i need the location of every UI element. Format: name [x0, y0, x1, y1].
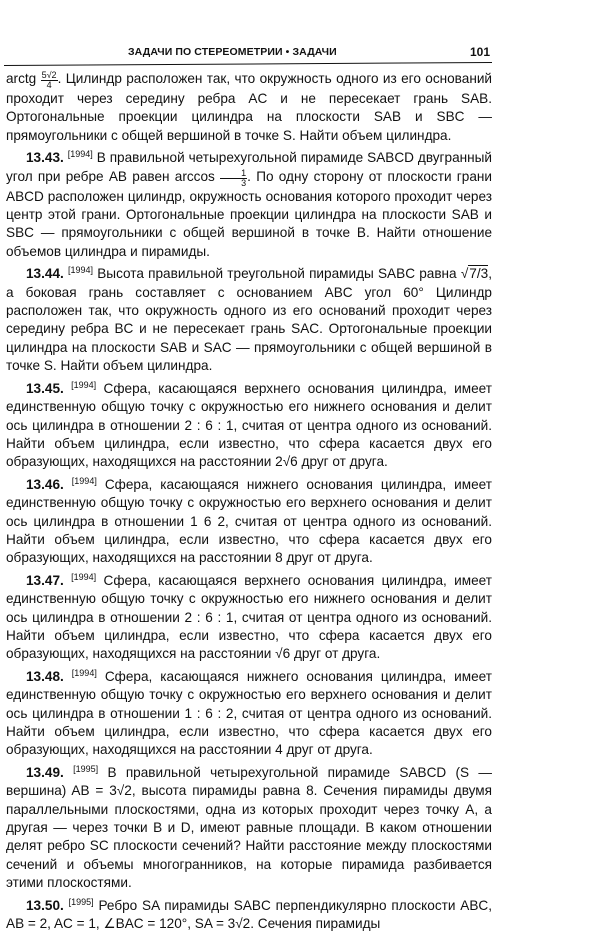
problem-number: 13.49.	[26, 764, 64, 780]
problem-13-43	[6, 145, 492, 261]
problem-year: [1995]	[68, 896, 94, 907]
problem-text: Ребро SA пирамиды SABC перпендикулярно плоскости ABC, AB = 2, AC = 1, ∠BAC = 120°, SA = 3√2. Сечения пирамиды	[6, 897, 492, 932]
problem-number: 13.45.	[26, 380, 64, 396]
running-header	[0, 42, 492, 64]
problem-year: [1994]	[71, 667, 97, 678]
problem-text: Сфера, касающаяся верхнего основания цилиндра, имеет единственную общую точку с окружностью его нижнего основания и делит ось цилиндра в отношении 2 : 6 : 1, считая от центра одного из оснований. Найти объем цилиндра, если известно, что сфера касается двух его образующих, находящихся на расстоянии √6 друг от друга.	[6, 572, 492, 662]
square-root: √7/3	[460, 266, 489, 282]
page-number: 101	[470, 45, 491, 59]
arctg-prefix: arctg	[6, 71, 37, 86]
continuation-paragraph	[6, 70, 492, 145]
problem-number: 13.48.	[26, 668, 64, 684]
problem-number: 13.46.	[26, 476, 64, 492]
problem-13-47	[6, 568, 492, 664]
problem-text: . По одну сторону от плоскости грани ABCD расположен цилиндр, окружность основания которого проходит через центр этой грани. Ортогональные проекции цилиндра на плоскости SAB и SBC — прямоугольники с общей вершиной в точке B. Найти отношение объемов цилиндра и пирамиды.	[6, 168, 492, 259]
problem-13-50	[6, 893, 492, 933]
problem-year: [1994]	[71, 475, 97, 486]
problem-text: Сфера, касающаяся нижнего основания цилиндра, имеет единственную общую точку с окружностью его верхнего основания и делит ось цилиндра в отношении 1 6 2, считая от центра одного из оснований. Найти объем цилиндра, если известно, что сфера касается двух его образующих, находящихся на расстоянии 8 друг от друга.	[6, 476, 492, 566]
page-body	[6, 70, 492, 933]
problem-13-49	[6, 760, 492, 893]
problem-year: [1994]	[68, 265, 94, 276]
problem-number: 13.44.	[26, 266, 64, 282]
fraction: $\frac{1}{3}$	[220, 169, 247, 188]
problem-13-48	[6, 664, 492, 760]
problem-13-46	[6, 472, 492, 568]
problem-13-45	[6, 376, 492, 472]
paragraph-text: . Цилиндр расположен так, что окружность одного из его оснований проходит через середину ребра AC и не пересекает грань SAB. Ортогональные проекции цилиндра на плоскости SAB и SBC — прямоугольники с общей вершиной в точке S. Найти объем цилиндра.	[6, 71, 493, 143]
fraction: $\frac{5√2}{4}$	[41, 70, 57, 90]
problem-text: Сфера, касающаяся верхнего основания цилиндра, имеет единственную общую точку с окружностью его нижнего основания и делит ось цилиндра в отношении 2 : 6 : 1, считая от центра одного из оснований. Найти объем цилиндра, если известно, что сфера касается двух его образующих, находящихся на расстоянии 2√6 друг от друга.	[6, 380, 492, 470]
problem-year: [1994]	[67, 149, 93, 160]
problem-text: , а боковая грань составляет с основанием ABC угол 60° Цилиндр расположен так, что окружность одного из его оснований проходит через середину ребра BC и не пересекает грань SAC. Ортогональные проекции цилиндра на плоскости SAB и SAC — прямоугольники с общей вершиной в точке S. Найти объем цилиндра.	[6, 266, 492, 374]
problem-number: 13.43.	[26, 150, 64, 166]
problem-year: [1994]	[71, 571, 97, 582]
problem-13-44	[6, 261, 492, 375]
problem-text: Высота правильной треугольной пирамиды SABC равна	[97, 266, 457, 282]
problem-number: 13.50.	[26, 897, 64, 913]
problem-text: В правильной четырехугольной пирамиде SABCD (S — вершина) AB = 3√2, высота пирамиды равна 8. Сечения пирамиды двумя параллельными плоскостями, одна из которых проходит через точку A, а другая — через точки B и D, имеют равные площади. В каком отношении делят ребро SC плоскости сечений? Найти расстояние между плоскостями сечений и объемы многогранников, на которые пирамида разбивается этими плоскостями.	[6, 764, 493, 891]
problem-text: В правильной четырехугольной пирамиде SABCD двугранный угол при ребре AB равен arccos	[6, 150, 493, 184]
problem-number: 13.47.	[26, 572, 64, 588]
problem-year: [1995]	[73, 763, 99, 774]
problem-text: Сфера, касающаяся нижнего основания цилиндра, имеет единственную общую точку с окружностью его верхнего основания и делит ось цилиндра в отношении 1 : 6 : 2, считая от центра одного из оснований. Найти объем цилиндра, если известно, что сфера касается двух его образующих, находящихся на расстоянии 4 друг от друга.	[6, 668, 492, 758]
running-header-title: ЗАДАЧИ ПО СТЕРЕОМЕТРИИ • ЗАДАЧИ	[128, 46, 337, 58]
problem-year: [1994]	[71, 379, 97, 390]
